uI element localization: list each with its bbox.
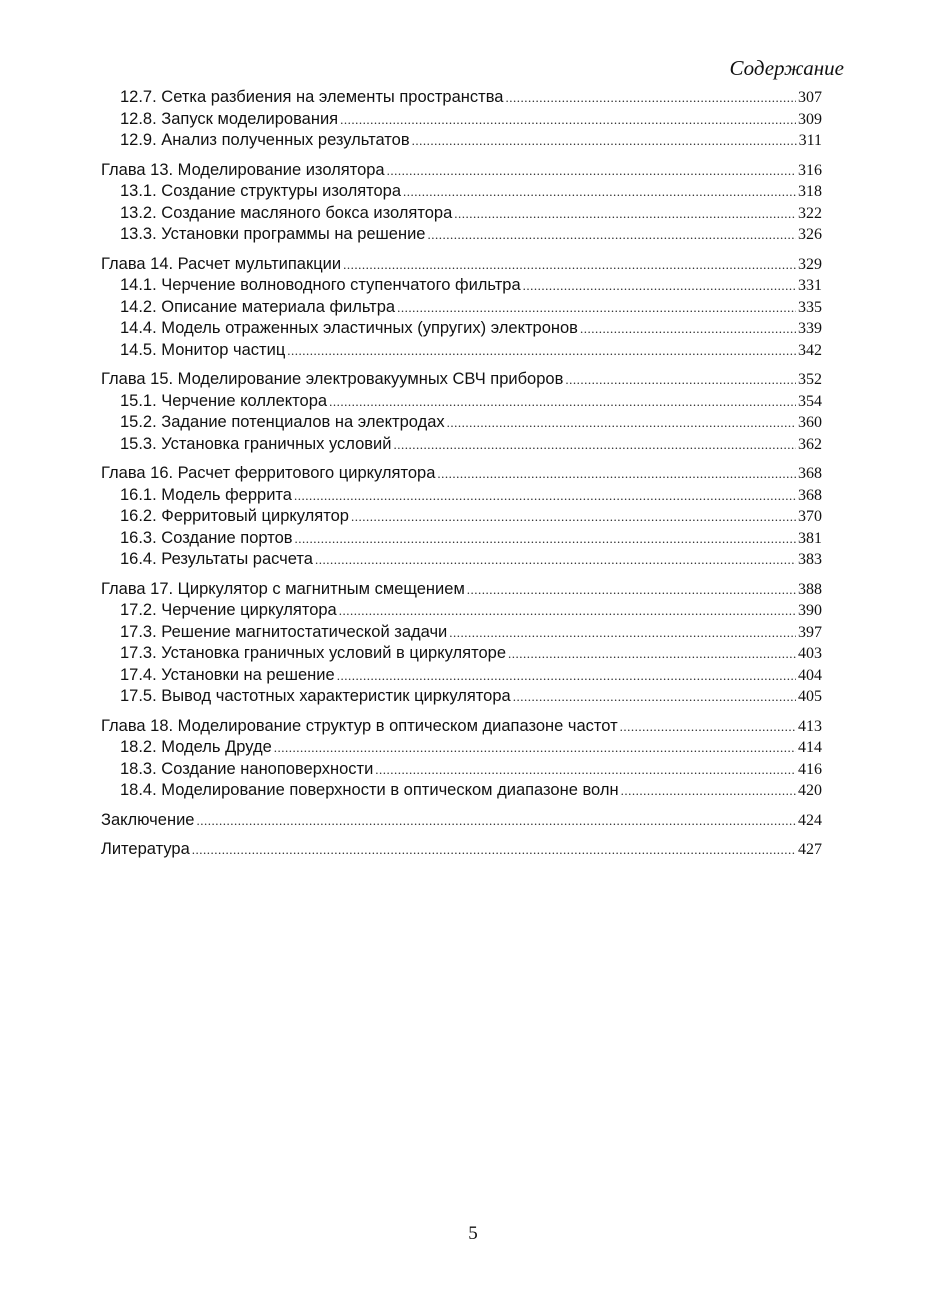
- dot-leader: [315, 552, 796, 568]
- dot-leader: [449, 625, 796, 641]
- toc-literature-label: Литература: [101, 840, 190, 858]
- toc-entry-page: 403: [798, 645, 822, 662]
- toc-entry[interactable]: [101, 298, 822, 320]
- dot-leader: [621, 783, 796, 799]
- toc-entry-page: 342: [798, 341, 822, 359]
- toc-entry-page: 414: [798, 739, 822, 756]
- toc-entry[interactable]: [101, 110, 822, 132]
- toc-chapter-page: 388: [798, 580, 822, 598]
- toc-entry-label: 12.7. Сетка разбиения на элементы пространства: [120, 88, 504, 106]
- dot-leader: [274, 740, 796, 756]
- dot-leader: [454, 206, 796, 222]
- dot-leader: [375, 762, 796, 778]
- dot-leader: [337, 668, 796, 684]
- dot-leader: [403, 184, 796, 200]
- toc-entry[interactable]: [101, 413, 822, 435]
- toc-group-ch17: [101, 580, 822, 709]
- toc-entry-page: 307: [798, 89, 822, 106]
- toc-chapter-label: Глава 13. Моделирование изолятора: [101, 160, 385, 179]
- toc-chapter-label: Глава 15. Моделирование электровакуумных СВЧ приборов: [101, 370, 564, 388]
- toc-chapter[interactable]: [101, 464, 822, 486]
- toc-entry-page: 318: [798, 183, 822, 200]
- toc-chapter[interactable]: [101, 255, 822, 277]
- toc-entry-label: 17.3. Установка граничных условий в циркуляторе: [120, 644, 506, 662]
- toc-entry-label: 12.8. Запуск моделирования: [120, 109, 339, 128]
- toc-entry-page: 368: [798, 486, 822, 504]
- toc-entry-page: 405: [798, 688, 822, 705]
- toc-group-ch12: [101, 88, 822, 153]
- dot-leader: [508, 646, 796, 662]
- dot-leader: [295, 531, 796, 547]
- toc-entry-label: 16.3. Создание портов: [120, 528, 293, 547]
- dot-leader: [620, 719, 796, 735]
- toc-group-ch13: [101, 161, 822, 247]
- dot-leader: [196, 813, 796, 829]
- toc-entry[interactable]: [101, 507, 822, 529]
- toc-entry[interactable]: [101, 341, 822, 363]
- toc-conclusion[interactable]: [101, 811, 822, 833]
- toc-entry[interactable]: [101, 435, 822, 457]
- toc-group-conclusion: [101, 811, 822, 833]
- toc-entry[interactable]: [101, 666, 822, 688]
- toc-chapter-page: 316: [798, 161, 822, 179]
- toc-entry-label: 17.3. Решение магнитостатической задачи: [120, 622, 448, 641]
- toc-entry-page: 420: [798, 782, 822, 799]
- toc-entry[interactable]: [101, 392, 822, 414]
- dot-leader: [437, 466, 796, 482]
- dot-leader: [287, 343, 796, 359]
- toc-entry-label: 13.3. Установки программы на решение: [120, 225, 426, 243]
- toc-chapter-page: 352: [798, 371, 822, 388]
- page-number: 5: [468, 1223, 478, 1244]
- dot-leader: [565, 372, 796, 388]
- toc-group-ch18: [101, 717, 822, 803]
- dot-leader: [343, 257, 796, 273]
- toc-entry-page: 362: [798, 435, 822, 453]
- toc-entry-label: 18.2. Модель Друде: [120, 738, 272, 756]
- toc-entry-page: 326: [798, 226, 822, 243]
- dot-leader: [580, 321, 796, 337]
- toc-entry-label: 14.4. Модель отраженных эластичных (упругих) электронов: [120, 319, 578, 337]
- toc-group-literature: [101, 840, 822, 862]
- toc-entry[interactable]: [101, 644, 822, 666]
- toc-chapter-page: 368: [798, 465, 822, 482]
- toc-entry-label: 13.2. Создание масляного бокса изолятора: [120, 203, 453, 222]
- toc-entry[interactable]: [101, 319, 822, 341]
- toc-entry-label: 17.2. Черчение циркулятора: [120, 601, 337, 619]
- dot-leader: [192, 842, 796, 858]
- running-header-title: Содержание: [729, 56, 844, 80]
- toc-entry[interactable]: [101, 623, 822, 645]
- toc-entry[interactable]: [101, 204, 822, 226]
- toc-entry[interactable]: [101, 601, 822, 623]
- toc-entry-label: 17.4. Установки на решение: [120, 665, 335, 684]
- toc-group-ch16: [101, 464, 822, 572]
- toc-entry-label: 16.2. Ферритовый циркулятор: [120, 507, 349, 525]
- toc-conclusion-page: 424: [798, 811, 822, 829]
- toc-entry-label: 14.2. Описание материала фильтра: [120, 297, 396, 316]
- toc-chapter[interactable]: [101, 370, 822, 392]
- dot-leader: [397, 300, 796, 316]
- toc-chapter-page: 329: [798, 255, 822, 273]
- toc-entry[interactable]: [101, 738, 822, 760]
- toc-entry-label: 18.4. Моделирование поверхности в оптическом диапазоне волн: [120, 781, 619, 799]
- toc-chapter-label: Глава 16. Расчет ферритового циркулятора: [101, 464, 436, 482]
- toc-entry[interactable]: [101, 276, 822, 298]
- toc-entry[interactable]: [101, 529, 822, 551]
- toc-entry-page: 360: [798, 414, 822, 431]
- toc-entry-page: 416: [798, 760, 822, 778]
- toc-entry[interactable]: [101, 88, 822, 110]
- toc-entry[interactable]: [101, 550, 822, 572]
- dot-leader: [351, 509, 796, 525]
- toc-entry-page: 311: [798, 132, 822, 149]
- toc-literature-page: 427: [798, 841, 822, 858]
- toc-entry[interactable]: [101, 182, 822, 204]
- toc-entry-label: 16.4. Результаты расчета: [120, 550, 313, 568]
- toc-chapter-label: Глава 18. Моделирование структур в оптическом диапазоне частот: [101, 716, 618, 735]
- dot-leader: [513, 689, 796, 705]
- toc-entry-page: 404: [798, 666, 822, 684]
- dot-leader: [340, 112, 796, 128]
- toc-literature[interactable]: [101, 840, 822, 862]
- toc-entry-page: 390: [798, 602, 822, 619]
- toc-entry-page: 335: [798, 298, 822, 316]
- toc-entry-label: 15.3. Установка граничных условий: [120, 434, 392, 453]
- dot-leader: [294, 488, 796, 504]
- toc-entry-page: 354: [798, 392, 822, 410]
- toc-entry-label: 15.2. Задание потенциалов на электродах: [120, 413, 445, 431]
- dot-leader: [393, 437, 796, 453]
- toc-entry[interactable]: [101, 131, 822, 153]
- dot-leader: [329, 394, 796, 410]
- dot-leader: [505, 90, 796, 106]
- toc-entry-page: 383: [798, 551, 822, 568]
- toc-group-ch15: [101, 370, 822, 456]
- toc-entry[interactable]: [101, 687, 822, 709]
- toc-entry-label: 14.1. Черчение волноводного ступенчатого фильтра: [120, 276, 521, 294]
- toc-entry-label: 17.5. Вывод частотных характеристик циркулятора: [120, 687, 511, 705]
- toc-chapter-page: 413: [798, 717, 822, 735]
- toc-entry-label: 14.5. Монитор частиц: [120, 340, 286, 359]
- toc-entry-page: 397: [798, 623, 822, 641]
- toc-entry-page: 339: [798, 320, 822, 337]
- toc-chapter[interactable]: [101, 580, 822, 602]
- toc-entry-label: 15.1. Черчение коллектора: [120, 391, 328, 410]
- dot-leader: [447, 415, 796, 431]
- dot-leader: [339, 603, 796, 619]
- toc-entry-label: 18.3. Создание наноповерхности: [120, 759, 374, 778]
- toc-entry-page: 309: [798, 110, 822, 128]
- toc-entry-page: 381: [798, 529, 822, 547]
- toc-entry[interactable]: [101, 781, 822, 803]
- dot-leader: [427, 227, 796, 243]
- table-of-contents: [101, 88, 822, 870]
- toc-entry-page: 322: [798, 204, 822, 222]
- toc-entry[interactable]: [101, 760, 822, 782]
- toc-group-ch14: [101, 255, 822, 363]
- toc-chapter-label: Глава 17. Циркулятор с магнитным смещением: [101, 579, 465, 598]
- toc-chapter[interactable]: [101, 717, 822, 739]
- toc-entry-label: 13.1. Создание структуры изолятора: [120, 182, 402, 200]
- toc-conclusion-label: Заключение: [101, 810, 195, 829]
- toc-chapter-label: Глава 14. Расчет мультипакции: [101, 254, 342, 273]
- toc-entry[interactable]: [101, 486, 822, 508]
- toc-entry-page: 331: [798, 277, 822, 294]
- dot-leader: [412, 133, 797, 149]
- toc-chapter[interactable]: [101, 161, 822, 183]
- toc-entry-label: 16.1. Модель феррита: [120, 485, 292, 504]
- dot-leader: [523, 278, 796, 294]
- toc-entry-page: 370: [798, 508, 822, 525]
- dot-leader: [387, 163, 796, 179]
- toc-entry-label: 12.9. Анализ полученных результатов: [120, 131, 410, 149]
- dot-leader: [467, 582, 796, 598]
- toc-entry[interactable]: [101, 225, 822, 247]
